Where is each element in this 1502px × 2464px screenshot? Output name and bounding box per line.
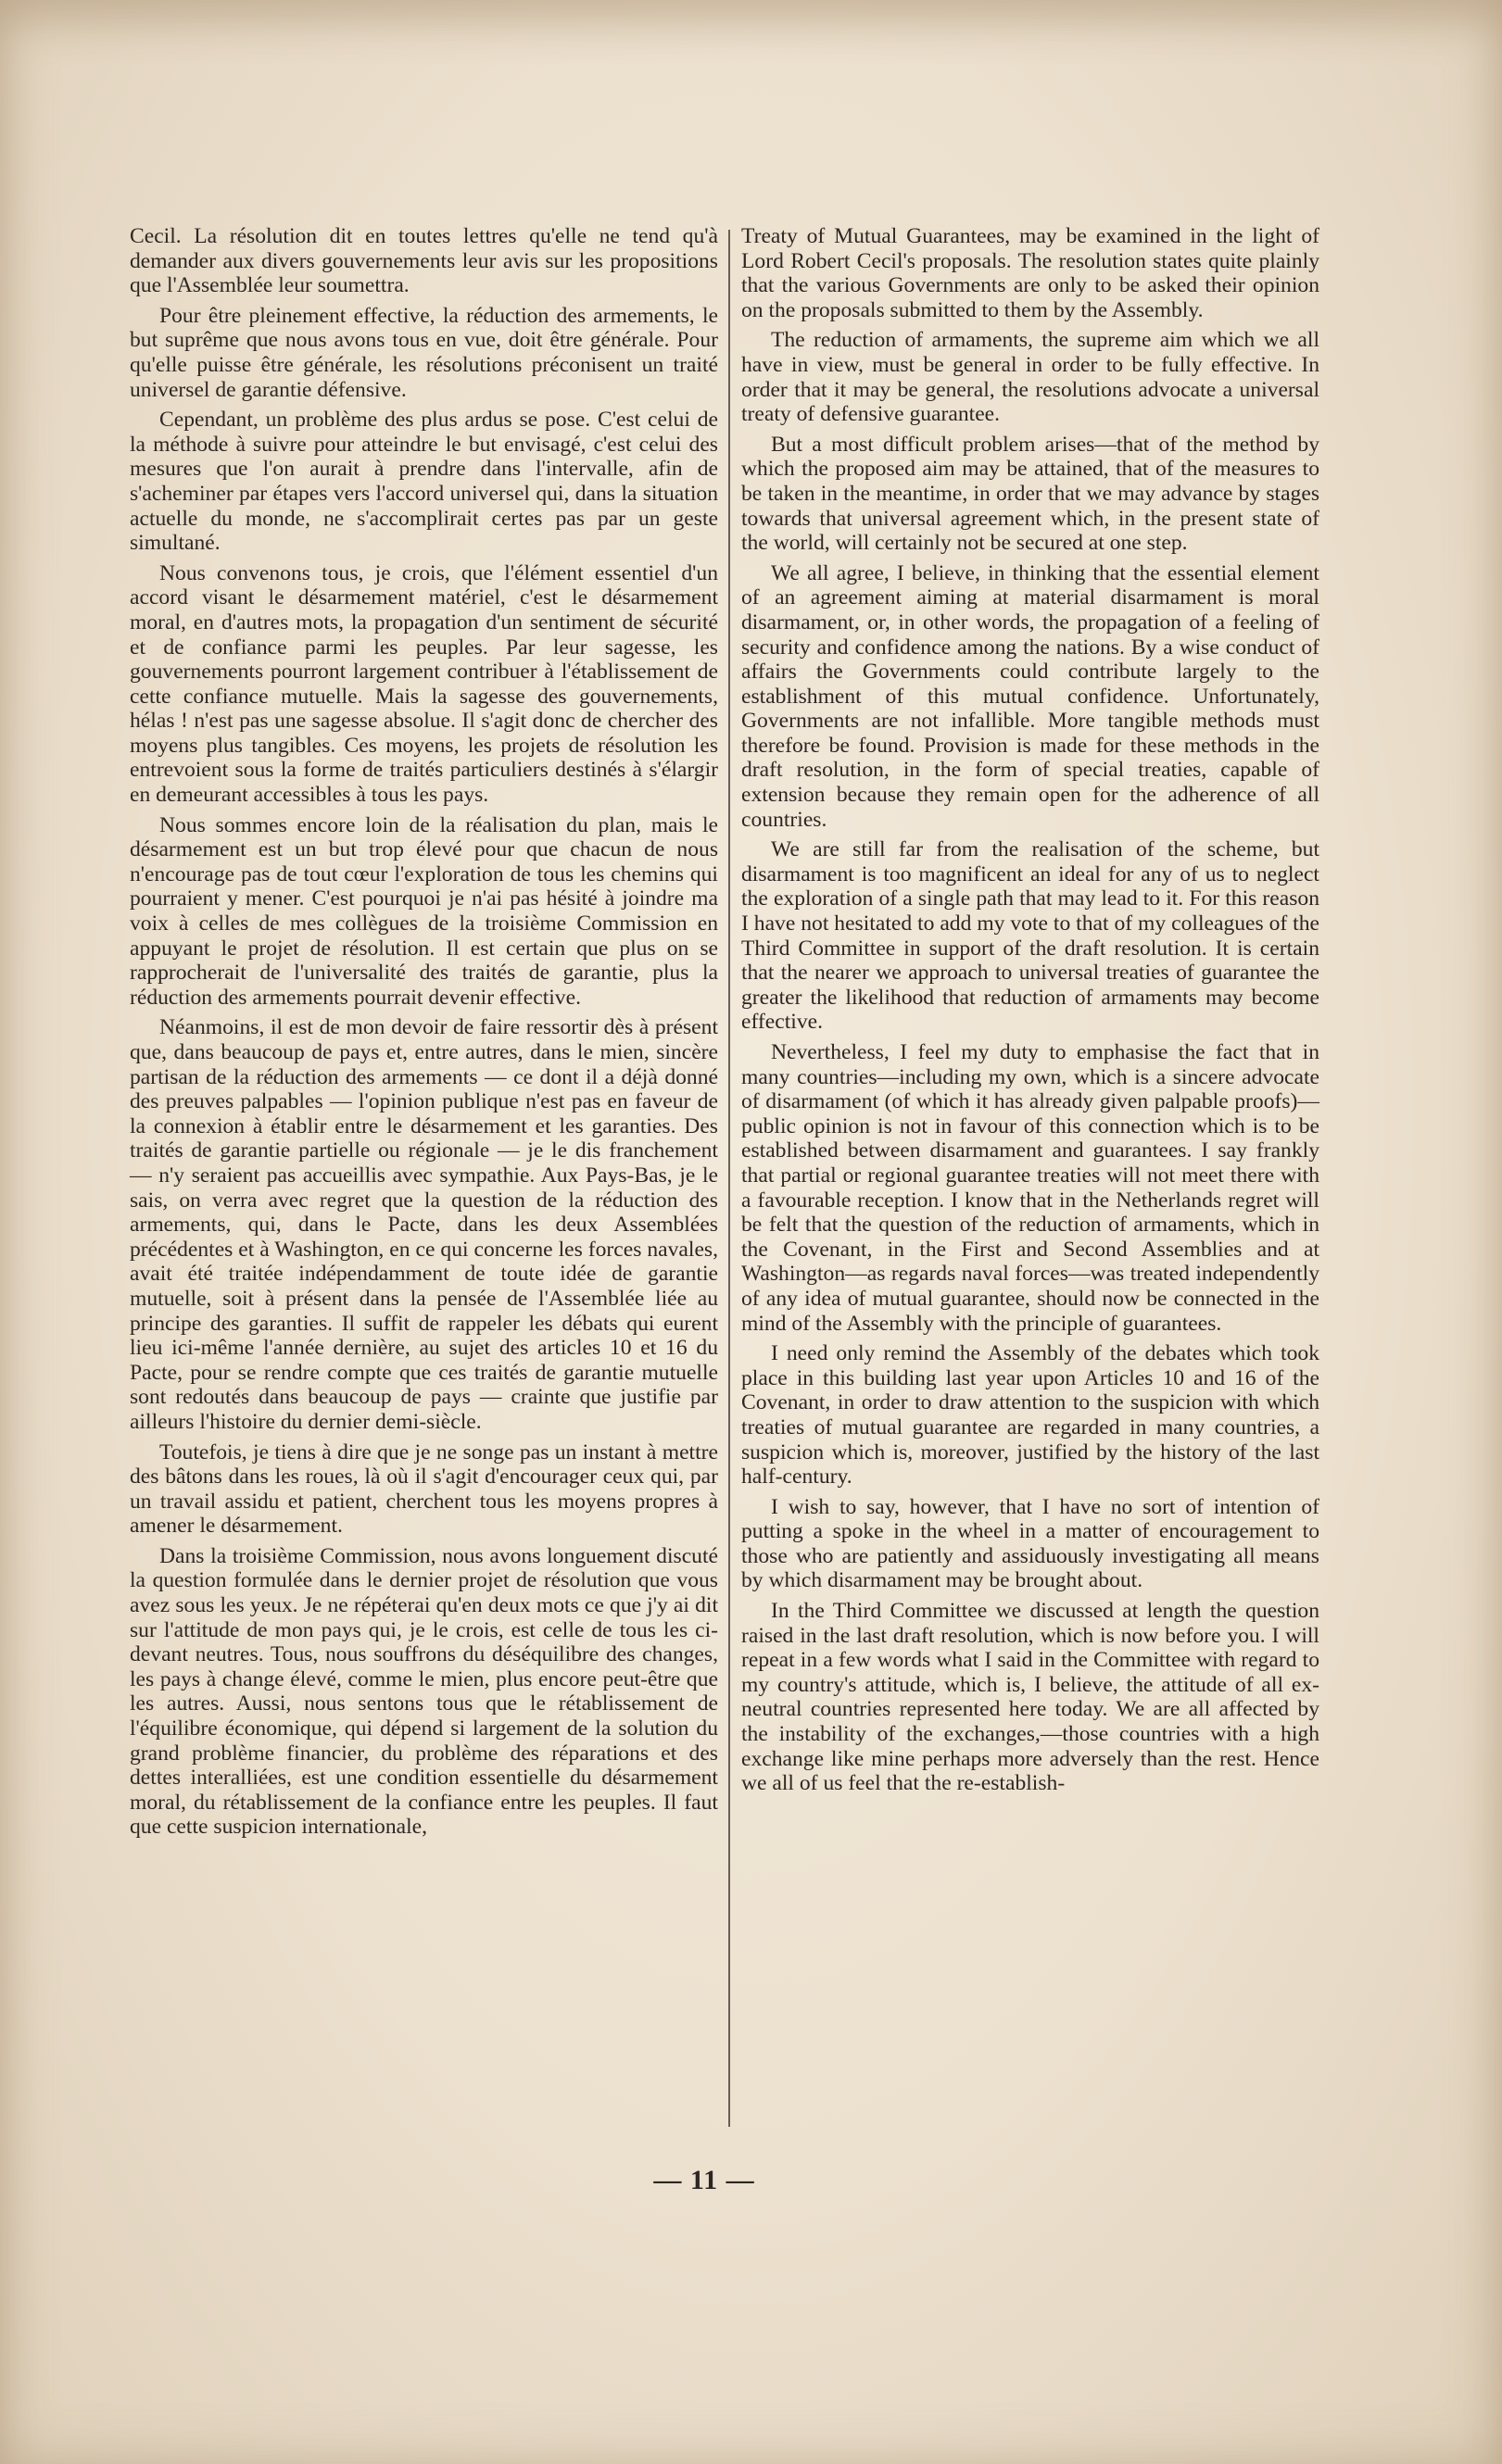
paragraph-fr-5: Nous sommes encore loin de la réalisation du plan, mais le désarmement est un but trop élevé pour que chacun de nous n'encourage pas de tout cœur l'exploration de tous les chemins qui pourraient y mener. C'est pourquoi je n'ai pas hésité à joindre ma voix à celles de mes collègues de la troisième Commission en appuyant le projet de résolution. Il est certain que plus on se rapprocherait de l'universalité des traités de garantie, plus la réduction des armements pourrait devenir effective.	[130, 812, 718, 1010]
paragraph-en-9: In the Third Committee we discussed at length the question raised in the last draft resolution, which is now before you. I will repeat in a few words what I said in the Committee with regard to my country's attitude, which is, I believe, the attitude of all ex-neutral countries represented here today. We are all affected by the instability of the exchanges,—those countries with a high exchange like mine perhaps more adversely than the rest. Hence we all of us feel that the re-establish-	[741, 1599, 1319, 1796]
paragraph-en-5: We are still far from the realisation of the scheme, but disarmament is too magnificent an ideal for any of us to neglect the exploration of a single path that may lead to it. For this reason I have not hesitated to add my vote to that of my colleagues of the Third Committee in support of the draft resolution. It is certain that the nearer we approach to universal treaties of guarantee the greater the likelihood that reduction of armaments may become effective.	[741, 837, 1319, 1035]
page-number: — 11 —	[653, 2165, 755, 2195]
paragraph-en-1: Treaty of Mutual Guarantees, may be examined in the light of Lord Robert Cecil's proposals. The resolution states quite plainly that the various Governments are only to be asked their opinion on the proposals submitted to them by the Assembly.	[741, 224, 1319, 322]
paragraph-en-2: The reduction of armaments, the supreme aim which we all have in view, must be general in order to be fully effective. In order that it may be general, the resolutions advocate a universal treaty of defensive guarantee.	[741, 328, 1319, 427]
french-column	[130, 224, 718, 1845]
paragraph-en-6: Nevertheless, I feel my duty to emphasise the fact that in many countries—including my own, which is a sincere advocate of disarmament (of which it has already given palpable proofs)—public opinion is not in favour of this connection which is to be established between disarmament and guarantees. I say frankly that partial or regional guarantee treaties will not meet there with a favourable reception. I know that in the Netherlands regret will be felt that the question of the reduction of armaments, which in the Covenant, in the First and Second Assemblies and at Washington—as regards naval forces—was treated independently of any idea of mutual guarantee, should now be connected in the mind of the Assembly with the principle of guarantees.	[741, 1040, 1319, 1336]
paragraph-fr-7: Toutefois, je tiens à dire que je ne songe pas un instant à mettre des bâtons dans les roues, là où il s'agit d'encourager ceux qui, par un travail assidu et patient, cherchent tous les moyens propres à amener le désarmement.	[130, 1439, 718, 1539]
paragraph-en-4: We all agree, I believe, in thinking that the essential element of an agreement aiming at material disarmament is moral disarmament, or, in other words, the propagation of a feeling of security and confidence among the nations. By a wise conduct of affairs the Governments could contribute largely to the establishment of this mutual confidence. Unfortunately, Governments are not infallible. More tangible methods must therefore be found. Provision is made for these methods in the draft resolution, in the form of special treaties, capable of extension because they remain open for the adherence of all countries.	[741, 560, 1319, 832]
paragraph-fr-6: Néanmoins, il est de mon devoir de faire ressortir dès à présent que, dans beaucoup de pays et, entre autres, dans le mien, sincère partisan de la réduction des armements — ce dont il a déjà donné des preuves palpables — l'opinion publique n'est pas en faveur de la connexion à établir entre le désarmement et les garanties. Des traités de garantie partielle ou régionale — je le dis franchement — n'y seraient pas accueillis avec sympathie. Aux Pays-Bas, je le sais, on verra avec regret que la question de la réduction des armements, qui, dans le Pacte, dans les deux Assemblées précédentes et à Washington, en ce qui concerne les forces navales, avait été traitée indépendamment de toute idée de garantie mutuelle, soit à présent dans la pensée de l'Assemblée liée au principe des garanties. Il suffit de rappeler les débats qui eurent lieu ici-même l'année dernière, au sujet des articles 10 et 16 du Pacte, pour se rendre compte que ces traités de garantie mutuelle sont redoutés dans beaucoup de pays — crainte que justifie par ailleurs l'histoire du dernier demi-siècle.	[130, 1015, 718, 1434]
paragraph-fr-1: Cecil. La résolution dit en toutes lettres qu'elle ne tend qu'à demander aux divers gouvernements leur avis sur les propositions que l'Assemblée leur soumettra.	[130, 224, 718, 298]
english-column	[741, 224, 1319, 1802]
paragraph-fr-4: Nous convenons tous, je crois, que l'élément essentiel d'un accord visant le désarmement matériel, c'est le désarmement moral, en d'autres mots, la propagation d'un sentiment de sécurité et de confiance parmi les peuples. Par leur sagesse, les gouvernements pourront largement contribuer à l'établissement de cette confiance mutuelle. Mais la sagesse des gouvernements, hélas ! n'est pas une sagesse absolue. Il s'agit donc de chercher des moyens plus tangibles. Ces moyens, les projets de résolution les entrevoient sous la forme de traités particuliers destinés à s'élargir en demeurant accessibles à tous les pays.	[130, 560, 718, 808]
column-divider	[728, 230, 730, 2127]
paragraph-fr-2: Pour être pleinement effective, la réduction des armements, le but suprême que nous avons tous en vue, doit être générale. Pour qu'elle puisse être générale, les résolutions préconisent un traité universel de garantie défensive.	[130, 303, 718, 402]
paragraph-fr-8: Dans la troisième Commission, nous avons longuement discuté la question formulée dans le dernier projet de résolution que vous avez sous les yeux. Je ne répéterai qu'en deux mots ce que j'y ai dit sur l'attitude de mon pays qui, je le crois, est celle de tous les ci-devant neutres. Tous, nous souffrons du déséquilibre des changes, les pays à change élevé, comme le mien, plus encore peut-être que les autres. Aussi, nous sentons tous que le rétablissement de l'équilibre économique, qui dépend si largement de la solution du grand problème financier, du problème des réparations et des dettes interalliées, est une condition essentielle du désarmement moral, du rétablissement de la confiance entre les peuples. Il faut que cette suspicion internationale,	[130, 1543, 718, 1840]
paragraph-en-7: I need only remind the Assembly of the debates which took place in this building last year upon Articles 10 and 16 of the Covenant, in order to draw attention to the suspicion with which treaties of mutual guarantee are regarded in many countries, a suspicion which is, moreover, justified by the history of the last half-century.	[741, 1341, 1319, 1490]
paragraph-en-3: But a most difficult problem arises—that of the method by which the proposed aim may be attained, that of the measures to be taken in the meantime, in order that we may advance by stages towards that universal agreement which, in the present state of the world, will certainly not be secured at one step.	[741, 432, 1319, 556]
paragraph-en-8: I wish to say, however, that I have no sort of intention of putting a spoke in the wheel in a matter of encouragement to those who are patiently and assiduously investigating all means by which disarmament may be brought about.	[741, 1494, 1319, 1593]
paragraph-fr-3: Cependant, un problème des plus ardus se pose. C'est celui de la méthode à suivre pour atteindre le but envisagé, c'est celui des mesures que l'on aurait à prendre dans l'intervalle, afin de s'acheminer par étapes vers l'accord universel qui, dans la situation actuelle du monde, ne s'accomplirait certes pas par un geste simultané.	[130, 408, 718, 556]
